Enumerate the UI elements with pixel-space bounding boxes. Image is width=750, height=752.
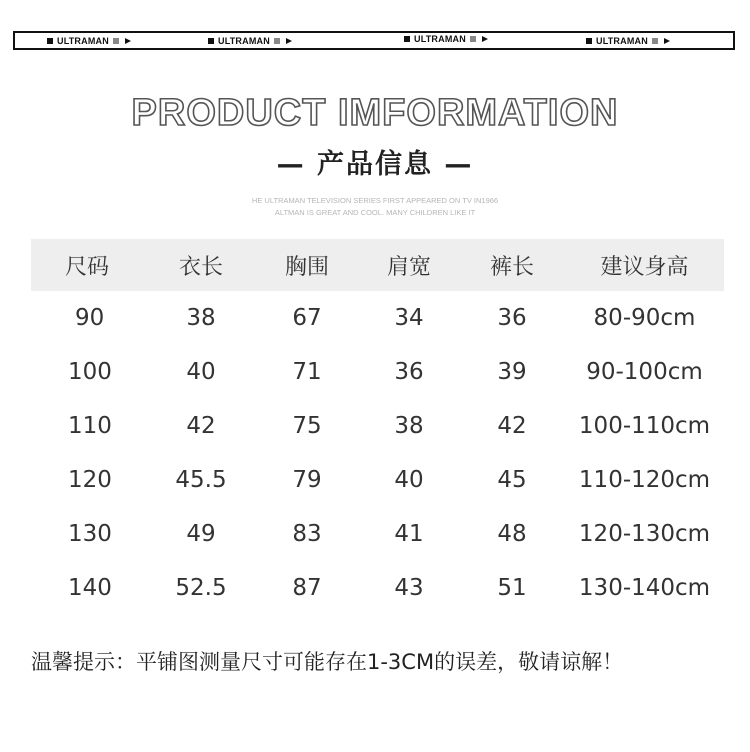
cell-height: 110-120cm bbox=[578, 467, 711, 493]
banner-brand-text: ULTRAMAN bbox=[596, 36, 648, 46]
table-row bbox=[31, 399, 724, 453]
size-table bbox=[31, 239, 724, 615]
table-body bbox=[31, 291, 724, 615]
banner-brand-text: ULTRAMAN bbox=[414, 34, 466, 44]
cell-size: 100 bbox=[68, 359, 112, 385]
brand-banner bbox=[13, 31, 735, 50]
cell-chest: 75 bbox=[292, 413, 322, 439]
cell-pants-length: 42 bbox=[497, 413, 527, 439]
cell-size: 140 bbox=[68, 575, 112, 601]
cell-shoulder: 34 bbox=[394, 305, 424, 331]
table-row bbox=[31, 291, 724, 345]
cell-chest: 71 bbox=[292, 359, 322, 385]
header-size: 尺码 bbox=[65, 254, 110, 280]
cell-chest: 83 bbox=[292, 521, 322, 547]
header-length: 衣长 bbox=[178, 254, 223, 280]
cell-length: 38 bbox=[186, 305, 216, 331]
cell-shoulder: 36 bbox=[394, 359, 424, 385]
square-icon bbox=[274, 38, 280, 44]
tagline-line-2: ALTMAN IS GREAT AND COOL. MANY CHILDREN LIKE IT bbox=[274, 208, 476, 217]
header-chest: 胸围 bbox=[284, 254, 329, 280]
header-pants-length: 裤长 bbox=[489, 254, 534, 280]
cell-pants-length: 39 bbox=[497, 359, 527, 385]
square-icon bbox=[113, 38, 119, 44]
cell-height: 130-140cm bbox=[578, 575, 711, 601]
cell-pants-length: 51 bbox=[497, 575, 527, 601]
square-icon bbox=[47, 38, 53, 44]
banner-brand-4 bbox=[586, 36, 670, 46]
cell-height: 80-90cm bbox=[593, 305, 696, 331]
page-subtitle: — 产品信息 — bbox=[276, 149, 474, 180]
cell-length: 42 bbox=[186, 413, 216, 439]
cell-pants-length: 36 bbox=[497, 305, 527, 331]
arrow-right-icon bbox=[664, 38, 670, 44]
cell-shoulder: 41 bbox=[394, 521, 424, 547]
cell-height: 120-130cm bbox=[578, 521, 711, 547]
cell-chest: 87 bbox=[292, 575, 322, 601]
measurement-note: 温馨提示：平铺图测量尺寸可能存在1-3CM的误差，敬请谅解！ bbox=[31, 650, 624, 674]
cell-size: 130 bbox=[68, 521, 112, 547]
cell-length: 45.5 bbox=[175, 467, 227, 493]
arrow-right-icon bbox=[482, 36, 488, 42]
square-icon bbox=[470, 36, 476, 42]
cell-shoulder: 43 bbox=[394, 575, 424, 601]
square-icon bbox=[208, 38, 214, 44]
cell-pants-length: 45 bbox=[497, 467, 527, 493]
cell-size: 90 bbox=[75, 305, 105, 331]
cell-height: 90-100cm bbox=[586, 359, 703, 385]
header-height: 建议身高 bbox=[600, 254, 689, 280]
cell-length: 40 bbox=[186, 359, 216, 385]
cell-size: 110 bbox=[68, 413, 112, 439]
table-row bbox=[31, 507, 724, 561]
tagline bbox=[0, 195, 750, 219]
header-shoulder: 肩宽 bbox=[386, 254, 431, 280]
cell-chest: 79 bbox=[292, 467, 322, 493]
square-icon bbox=[586, 38, 592, 44]
cell-chest: 67 bbox=[292, 305, 322, 331]
table-row bbox=[31, 345, 724, 399]
table-header bbox=[31, 239, 724, 291]
arrow-right-icon bbox=[125, 38, 131, 44]
banner-brand-text: ULTRAMAN bbox=[218, 36, 270, 46]
banner-brand-text: ULTRAMAN bbox=[57, 36, 109, 46]
table-row bbox=[31, 453, 724, 507]
square-icon bbox=[652, 38, 658, 44]
banner-brand-1 bbox=[47, 36, 131, 46]
page-title: PRODUCT IMFORMATION bbox=[131, 92, 619, 134]
square-icon bbox=[404, 36, 410, 42]
cell-shoulder: 40 bbox=[394, 467, 424, 493]
cell-length: 49 bbox=[186, 521, 216, 547]
cell-shoulder: 38 bbox=[394, 413, 424, 439]
cell-size: 120 bbox=[68, 467, 112, 493]
cell-length: 52.5 bbox=[175, 575, 227, 601]
banner-brand-2 bbox=[208, 36, 292, 46]
table-row bbox=[31, 561, 724, 615]
cell-height: 100-110cm bbox=[578, 413, 711, 439]
cell-pants-length: 48 bbox=[497, 521, 527, 547]
tagline-line-1: HE ULTRAMAN TELEVISION SERIES FIRST APPEARED ON TV IN1966 bbox=[251, 196, 499, 205]
arrow-right-icon bbox=[286, 38, 292, 44]
banner-brand-3 bbox=[404, 34, 488, 44]
